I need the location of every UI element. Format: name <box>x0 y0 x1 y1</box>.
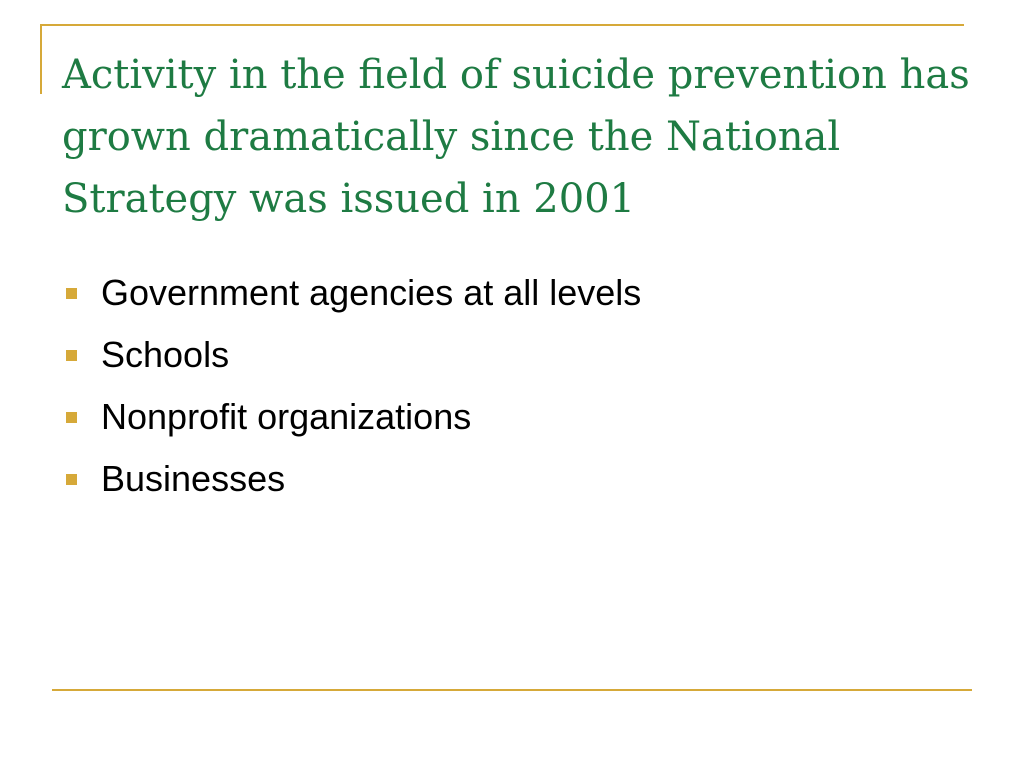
left-accent-rule <box>40 24 42 94</box>
bullet-list <box>66 262 641 510</box>
square-bullet-icon <box>66 474 77 485</box>
bullet-text: Nonprofit organizations <box>101 396 472 437</box>
list-item <box>66 448 641 510</box>
list-item <box>66 324 641 386</box>
bullet-text: Government agencies at all levels <box>101 272 642 313</box>
square-bullet-icon <box>66 350 77 361</box>
list-item <box>66 262 641 324</box>
bullet-text: Schools <box>101 334 230 375</box>
top-accent-rule <box>40 24 964 26</box>
slide-title: Activity in the field of suicide prevention has grown dramatically since the National Strategy was issued in 2001 <box>62 52 970 222</box>
square-bullet-icon <box>66 412 77 423</box>
bullet-text: Businesses <box>101 458 286 499</box>
list-item <box>66 386 641 448</box>
bottom-accent-rule <box>52 689 972 691</box>
square-bullet-icon <box>66 288 77 299</box>
